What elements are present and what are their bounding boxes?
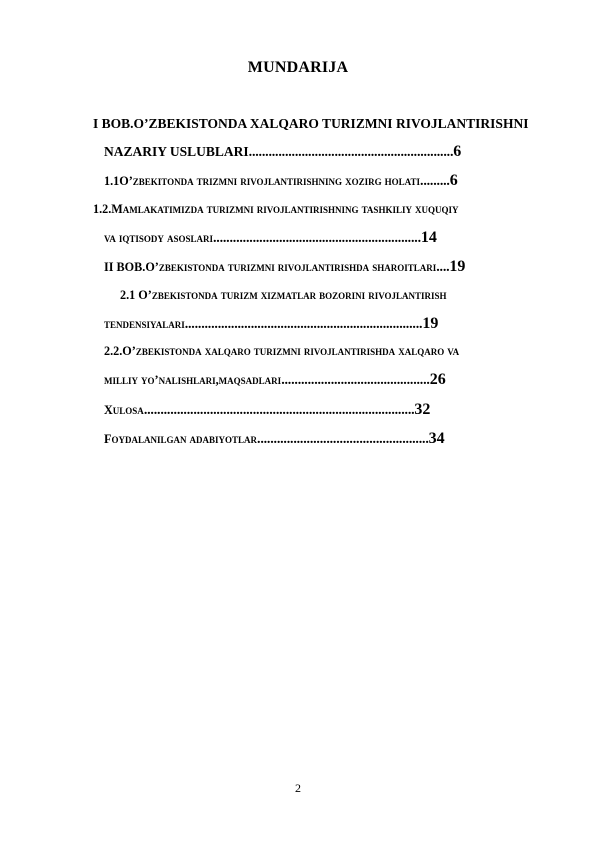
toc-entry-text: NAZARIY USLUBLARI: [104, 144, 249, 159]
toc-entry-section-1-2-line-2[interactable]: [104, 230, 437, 246]
toc-entry-text: 1.2.Mamlakatimizda turizmni rivojlantirishning tashkiliy xuquqiy: [93, 202, 459, 216]
toc-entry-section-2-2-line-1: [104, 345, 459, 357]
toc-leader-dots: .........: [420, 174, 450, 189]
toc-entry-chapter-1-line-1: [93, 117, 528, 131]
toc-entry-text: milliy yo’nalishlari,maqsadlari: [104, 373, 282, 387]
toc-page-number: 26: [429, 371, 446, 388]
page-number: 2: [295, 781, 301, 795]
toc-entry-text: Foydalanilgan adabiyotlar: [104, 432, 258, 446]
toc-entry-references[interactable]: [104, 431, 445, 447]
toc-page-number: 34: [428, 430, 445, 447]
toc-page-number: 19: [422, 315, 439, 332]
toc-entry-text: va iqtisody asoslari: [104, 231, 213, 245]
toc-leader-dots: ..............................................................: [248, 145, 454, 160]
toc-leader-dots: ....................................................: [257, 432, 429, 447]
toc-page-number: 14: [420, 229, 437, 246]
toc-entry-section-2-2-line-2[interactable]: [104, 372, 446, 388]
toc-entry-section-1-2-line-1: [93, 203, 459, 215]
toc-entry-section-2-1-line-1: [120, 289, 447, 301]
toc-entry-text: 2.2.O’zbekistonda xalqaro turizmni rivojlantirishda xalqaro va: [104, 344, 460, 358]
toc-entry-chapter-2[interactable]: [104, 259, 465, 275]
toc-page-number: 32: [414, 401, 431, 418]
toc-entry-text: II BOB.O’zbekistonda turizmni rivojlantirishda sharoitlari: [104, 260, 437, 274]
toc-entry-conclusion[interactable]: [104, 402, 430, 418]
toc-leader-dots: ..................................................................................: [143, 403, 415, 418]
toc-leader-dots: ....: [436, 260, 450, 275]
page-title: MUNDARIJA: [247, 59, 349, 76]
toc-entry-text: Xulosa: [104, 403, 144, 417]
toc-entry-chapter-1-line-2[interactable]: [104, 144, 461, 160]
toc-leader-dots: ........................................................................: [184, 317, 423, 332]
toc-entry-section-1-1[interactable]: [104, 173, 458, 189]
toc-entry-text: 1.1O’zbekitonda trizmni rivojlantirishning xozirg holati: [104, 174, 421, 188]
toc-leader-dots: .............................................: [281, 373, 430, 388]
toc-leader-dots: ...............................................................: [212, 231, 421, 246]
toc-page-number: 6: [453, 143, 462, 160]
toc-entry-text: tendensiyalari: [104, 317, 185, 331]
toc-entry-text: I BOB.O’ZBEKISTONDA XALQARO TURIZMNI RIVOJLANTIRISHNI: [93, 116, 529, 131]
toc-entry-section-2-1-line-2[interactable]: [104, 316, 438, 332]
toc-entry-text: 2.1 O’zbekistonda turizm xizmatlar bozorini rivojlantirish: [120, 288, 447, 302]
toc-page-number: 6: [449, 172, 458, 189]
toc-page-number: 19: [449, 258, 466, 275]
